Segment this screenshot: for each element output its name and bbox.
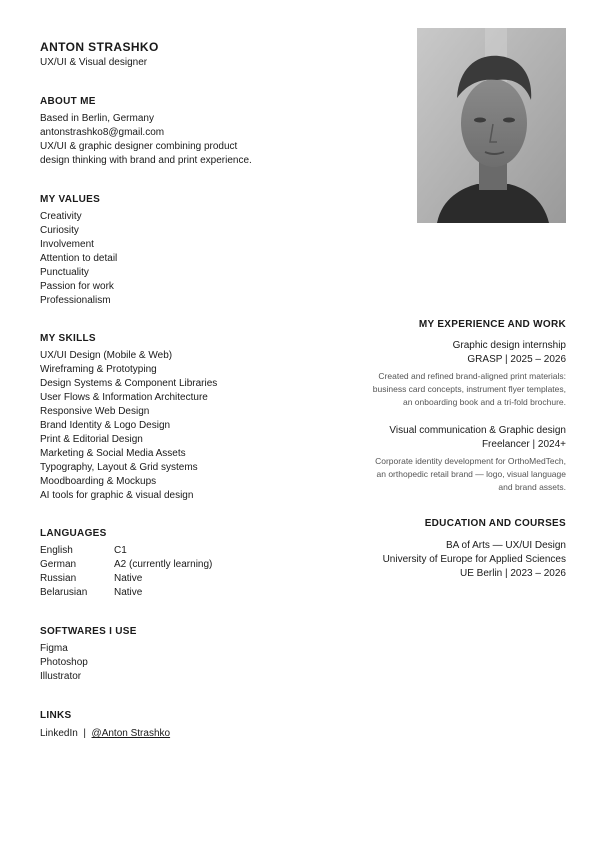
about-line: design thinking with brand and print experience. bbox=[40, 155, 252, 166]
skills-list bbox=[40, 349, 217, 503]
language-level: C1 bbox=[114, 545, 127, 556]
skills-title: MY SKILLS bbox=[40, 333, 96, 344]
values-title: MY VALUES bbox=[40, 194, 101, 205]
language-level: A2 (currently learning) bbox=[114, 559, 213, 570]
languages-table bbox=[40, 544, 212, 600]
skill-item: Moodboarding & Mockups bbox=[40, 476, 157, 487]
software-item: Figma bbox=[40, 643, 68, 654]
skill-item: Print & Editorial Design bbox=[40, 434, 143, 445]
skill-item: Design Systems & Component Libraries bbox=[40, 378, 218, 389]
skill-item: UX/UI Design (Mobile & Web) bbox=[40, 350, 173, 361]
resume-name: ANTON STRASHKO bbox=[40, 40, 159, 54]
job-meta: Freelancer | 2024+ bbox=[481, 439, 566, 450]
job-description: Created and refined brand-aligned print materials: bbox=[378, 371, 566, 381]
value-item: Passion for work bbox=[40, 281, 114, 292]
value-item: Creativity bbox=[40, 211, 82, 222]
software-item: Illustrator bbox=[40, 671, 82, 682]
resume-role: UX/UI & Visual designer bbox=[40, 57, 148, 68]
education-section bbox=[383, 539, 566, 581]
links-row bbox=[40, 727, 170, 741]
software-title: SOFTWARES I USE bbox=[40, 626, 137, 637]
software-list bbox=[40, 642, 88, 684]
profile-photo bbox=[417, 28, 566, 223]
software-item: Photoshop bbox=[40, 657, 88, 668]
education-title: EDUCATION AND COURSES bbox=[424, 518, 566, 529]
job-description: an orthopedic retail brand — logo, visual language bbox=[376, 469, 566, 479]
language-level: Native bbox=[114, 587, 143, 598]
value-item: Involvement bbox=[40, 239, 94, 250]
values-list bbox=[40, 210, 117, 308]
experience-title: MY EXPERIENCE AND WORK bbox=[418, 319, 566, 330]
value-item: Attention to detail bbox=[40, 253, 118, 264]
experience-job bbox=[375, 424, 566, 494]
skill-item: User Flows & Information Architecture bbox=[40, 392, 208, 403]
language-name: Russian bbox=[40, 573, 77, 584]
job-description: and brand assets. bbox=[498, 482, 566, 492]
about-email: antonstrashko8@gmail.com bbox=[40, 127, 165, 138]
linkedin-label: LinkedIn bbox=[40, 728, 78, 739]
education-line: UE Berlin | 2023 – 2026 bbox=[459, 568, 566, 579]
language-name: Belarusian bbox=[40, 587, 88, 598]
about-line: Based in Berlin, Germany bbox=[40, 113, 154, 124]
job-description: an onboarding book and a tri-fold brochure. bbox=[402, 397, 566, 407]
linkedin-link[interactable]: @Anton Strashko bbox=[91, 728, 171, 739]
job-meta: GRASP | 2025 – 2026 bbox=[467, 354, 566, 365]
language-row bbox=[40, 558, 212, 572]
languages-title: LANGUAGES bbox=[40, 528, 107, 539]
skill-item: Brand Identity & Logo Design bbox=[40, 420, 171, 431]
skill-item: AI tools for graphic & visual design bbox=[40, 490, 194, 501]
language-row bbox=[40, 544, 212, 558]
about-section bbox=[40, 112, 252, 168]
job-description: business card concepts, instrument flyer templates, bbox=[372, 384, 566, 394]
job-description: Corporate identity development for OrthoMedTech, bbox=[375, 456, 566, 466]
links-separator: | bbox=[83, 728, 86, 739]
language-row bbox=[40, 586, 212, 600]
skill-item: Responsive Web Design bbox=[40, 406, 150, 417]
job-role: Graphic design internship bbox=[452, 340, 566, 351]
education-line: BA of Arts — UX/UI Design bbox=[445, 540, 566, 551]
links-title: LINKS bbox=[40, 710, 72, 721]
about-line: UX/UI & graphic designer combining product bbox=[40, 141, 238, 152]
portrait-image bbox=[417, 28, 566, 223]
skill-item: Wireframing & Prototyping bbox=[40, 364, 157, 375]
value-item: Punctuality bbox=[40, 267, 89, 278]
experience-job bbox=[373, 339, 566, 409]
value-item: Professionalism bbox=[40, 295, 111, 306]
language-name: German bbox=[40, 559, 77, 570]
value-item: Curiosity bbox=[40, 225, 79, 236]
skill-item: Typography, Layout & Grid systems bbox=[40, 462, 198, 473]
education-line: University of Europe for Applied Sciences bbox=[382, 554, 566, 565]
language-level: Native bbox=[114, 573, 143, 584]
job-role: Visual communication & Graphic design bbox=[389, 425, 566, 436]
about-title: ABOUT ME bbox=[40, 96, 96, 107]
language-name: English bbox=[40, 545, 73, 556]
skill-item: Marketing & Social Media Assets bbox=[40, 448, 186, 459]
language-row bbox=[40, 572, 212, 586]
